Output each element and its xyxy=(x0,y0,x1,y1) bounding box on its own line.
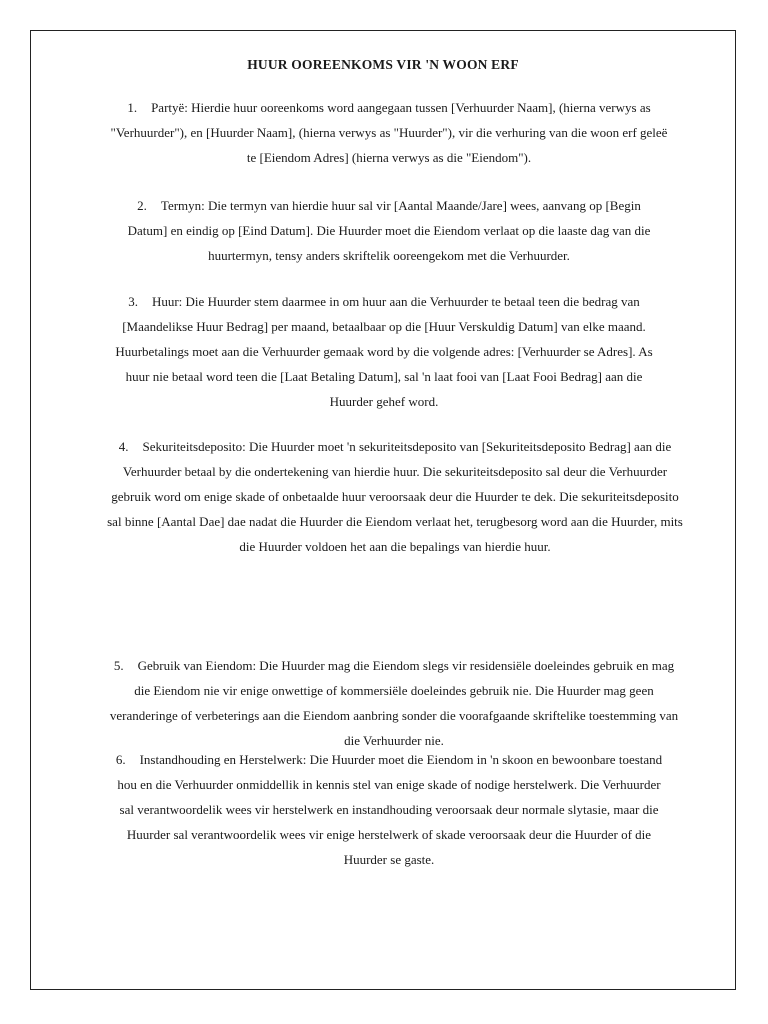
document-page xyxy=(30,30,736,990)
clause-number: 6. xyxy=(115,752,126,767)
clause-rent xyxy=(109,289,659,414)
clause-number: 3. xyxy=(128,294,138,309)
clause-number: 4. xyxy=(118,439,129,454)
clause-use-of-property xyxy=(109,653,679,753)
clause-number: 1. xyxy=(127,100,138,115)
clause-term xyxy=(119,193,659,268)
clause-text: Termyn: Die termyn van hierdie huur sal vir [Aantal Maande/Jare] wees, aanvang op [Begin Datum] en eindig op [Eind Datum]. Die Huurder moet die Eiendom verlaat op die laaste dag van die huurtermyn, tensy anders skriftelik ooreengekom met die Verhuurder. xyxy=(127,198,651,263)
document-title: HUUR OOREENKOMS VIR 'N WOON ERF xyxy=(247,57,519,72)
clause-text: Instandhouding en Herstelwerk: Die Huurder moet die Eiendom in 'n skoon en bewoonbare toestand hou en die Verhuurder onmiddellik in kennis stel van enige skade of nodige herstelwerk. Die Verhuurder sal verantwoordelik wees vir herstelwerk en instandhouding veroorsaak deur normale slytasie, maar die Huurder sal verantwoordelik wees vir enige herstelwerk of skade veroorsaak deur die Huurder of die Huurder se gaste. xyxy=(117,752,663,867)
clause-text: Sekuriteitsdeposito: Die Huurder moet 'n sekuriteitsdeposito van [Sekuriteitsdeposito Bedrag] aan die Verhuurder betaal by die ondertekening van hierdie huur. Die sekuriteitsdeposito sal deur die Verhuurder gebruik word om enige skade of onbetaalde huur veroorsaak deur die Huurder te dek. Die sekuriteitsdeposito sal binne [Aantal Dae] dae nadat die Huurder die Eiendom verlaat het, terugbesorg word aan die Huurder, mits die Huurder voldoen het aan die bepalings van hierdie huur. xyxy=(107,439,683,554)
clause-number: 2. xyxy=(137,198,147,213)
clause-security-deposit xyxy=(105,434,685,559)
clause-parties xyxy=(109,95,669,170)
clause-text: Gebruik van Eiendom: Die Huurder mag die Eiendom slegs vir residensiële doeleindes gebruik en mag die Eiendom nie vir enige onwettige of kommersiële doeleindes gebruik nie. Die Huurder mag geen veranderinge of verbeterings aan die Eiendom aanbring sonder die voorafgaande skriftelike toestemming van die Verhuurder nie. xyxy=(109,658,679,748)
clause-number: 5. xyxy=(113,658,124,673)
clause-text: Partyë: Hierdie huur ooreenkoms word aangegaan tussen [Verhuurder Naam], (hierna verwys as "Verhuurder"), en [Huurder Naam], (hierna verwys as "Huurder"), vir die verhuring van die woon erf geleë te [Eiendom Adres] (hierna verwys as die "Eiendom"). xyxy=(110,100,668,165)
clause-maintenance xyxy=(109,747,669,872)
clause-text: Huur: Die Huurder stem daarmee in om huur aan die Verhuurder te betaal teen die bedrag van [Maandelikse Huur Bedrag] per maand, betaalbaar op die [Huur Verskuldig Datum] van elke maand. Huurbetalings moet aan die Verhuurder gemaak word by die volgende adres: [Verhuurder se Adres]. As huur nie betaal word teen die [Laat Betaling Datum], sal 'n laat fooi van [Laat Fooi Bedrag] aan die Huurder gehef word. xyxy=(115,294,653,409)
